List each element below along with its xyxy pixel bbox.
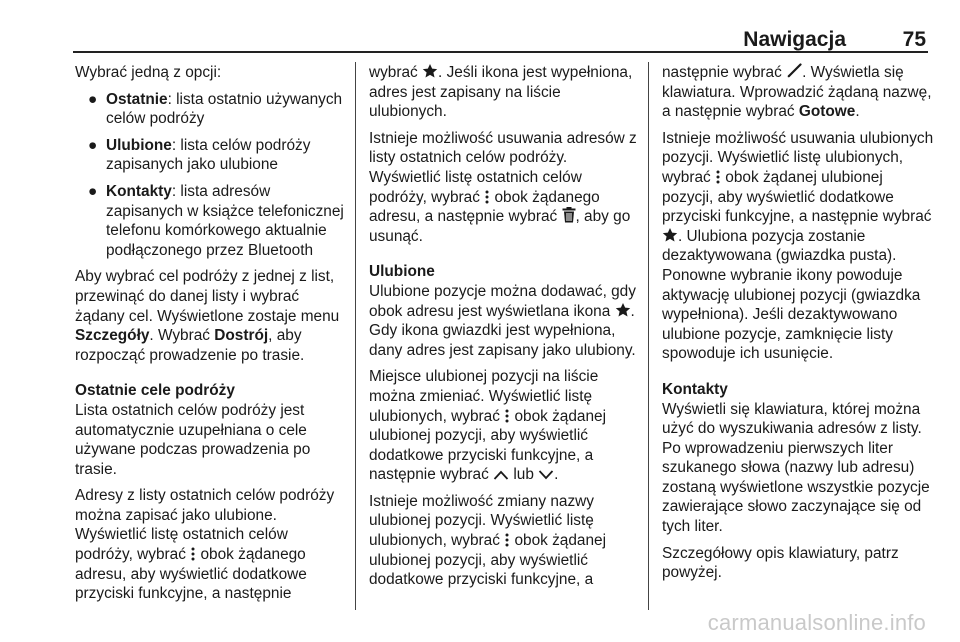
- paragraph: Lista ostatnich celów podróży jest automatycznie uzupełniana o cele używane podczas prowadzenia po trasie.: [75, 401, 311, 478]
- bullet-term: Ostatnie: [106, 90, 168, 108]
- section-heading: Ulubione: [369, 263, 435, 281]
- bullet-item: [75, 90, 347, 129]
- page-number: 75: [902, 28, 926, 51]
- paragraph: Istnieje możliwość usuwania ulubionych pozycji. Wyświetlić listę ulubionych, wybrać obok żądanej ulubionej pozycji, aby wyświetlić dodatkowe przyciski funkcyjne, a następnie wybrać . Ulubiona pozycja zostanie dezaktywowana (gwiazdka pusta). Ponowne wybranie ikony powoduje aktywację ulubionej pozycji (gwiazdka wypełniona). Jeśli dezaktywowano ulubione pozycje, zamknięcie listy spowoduje ich usunięcie.: [662, 129, 934, 363]
- star-icon: [615, 302, 631, 318]
- bullet-item: [75, 182, 347, 260]
- paragraph: Adresy z listy ostatnich celów podróży można zapisać jako ulubione. Wyświetlić listę ostatnich celów podróży, wybrać obok żądanego adresu, aby wyświetlić dodatkowe przyciski funkcyjne, a następnie: [75, 487, 335, 603]
- bullet-text: : lista ostatnio używanych celów podróży: [106, 90, 343, 128]
- bullet-term: Kontakty: [106, 182, 172, 200]
- section-heading: Ostatnie cele podróży: [75, 382, 235, 400]
- watermark: carmanualsonline.info: [707, 610, 926, 635]
- pencil-icon: [786, 63, 802, 79]
- paragraph: Wyświetli się klawiatura, której można użyć do wyszukiwania adresów z listy. Po wprowadzeniu pierwszych liter szukanego słowa (nazwy lub adresu) zostaną wyświetlone wszystkie pozycje zawierające słowo zaczynające się od tych liter.: [662, 400, 930, 536]
- bullet-item: [75, 136, 347, 175]
- chevron-up-icon: [493, 469, 509, 481]
- star-icon: [662, 227, 678, 243]
- star-icon: [422, 63, 438, 79]
- bullet-text: : lista adresów zapisanych w książce telefonicznej telefonu komórkowego aktualnie podłączonego przez Bluetooth: [106, 182, 344, 259]
- bullet-dot: ●: [88, 136, 98, 154]
- trash-icon: [562, 207, 576, 223]
- intro-text: Wybrać jedną z opcji:: [75, 64, 222, 81]
- paragraph: Istnieje możliwość usuwania adresów z listy ostatnich celów podróży. Wyświetlić listę ostatnich celów podróży, wybrać obok żądanego adresu, a następnie wybrać , aby go usunąć.: [369, 129, 637, 245]
- column-1: [75, 63, 347, 611]
- paragraph: Aby wybrać cel podróży z jednej z list, przewinąć do danej listy i wybrać żądany cel. Wyświetlone zostaje menu Szczegóły. Wybrać Dostrój, aby rozpocząć prowadzenie po trasie.: [75, 268, 340, 364]
- paragraph: wybrać . Jeśli ikona jest wypełniona, adres jest zapisany na liście ulubionych.: [369, 64, 633, 121]
- paragraph: Szczegółowy opis klawiatury, patrz powyżej.: [662, 544, 899, 582]
- bullet-text: : lista celów podróży zapisanych jako ulubione: [106, 136, 311, 174]
- column-3: [662, 63, 934, 590]
- bullet-dot: ●: [88, 182, 98, 200]
- column-2: [369, 63, 641, 597]
- paragraph: Miejsce ulubionej pozycji na liście można zmieniać. Wyświetlić listę ulubionych, wybrać obok żądanej ulubionej pozycji, aby wyświetlić dodatkowe przyciski funkcyjne, a następnie wybrać lub .: [369, 368, 607, 484]
- section-title: Nawigacja: [743, 28, 846, 51]
- column-divider: [648, 62, 649, 610]
- bullet-term: Ulubione: [106, 136, 172, 154]
- section-heading: Kontakty: [662, 380, 728, 398]
- chevron-down-icon: [538, 469, 554, 481]
- header-rule: [73, 51, 928, 53]
- page-header: [73, 22, 928, 51]
- paragraph: Istnieje możliwość zmiany nazwy ulubionej pozycji. Wyświetlić listę ulubionych, wybrać obok żądanej ulubionej pozycji, aby wyświetlić dodatkowe przyciski funkcyjne, a: [369, 492, 607, 589]
- bullet-dot: ●: [88, 90, 98, 108]
- paragraph: Ulubione pozycje można dodawać, gdy obok adresu jest wyświetlana ikona . Gdy ikona gwiazdki jest wypełniona, dany adres jest zapisany jako ulubiony.: [369, 282, 636, 359]
- paragraph: następnie wybrać . Wyświetla się klawiatura. Wprowadzić żądaną nazwę, a następnie wybrać Gotowe.: [662, 64, 932, 121]
- column-divider: [355, 62, 356, 610]
